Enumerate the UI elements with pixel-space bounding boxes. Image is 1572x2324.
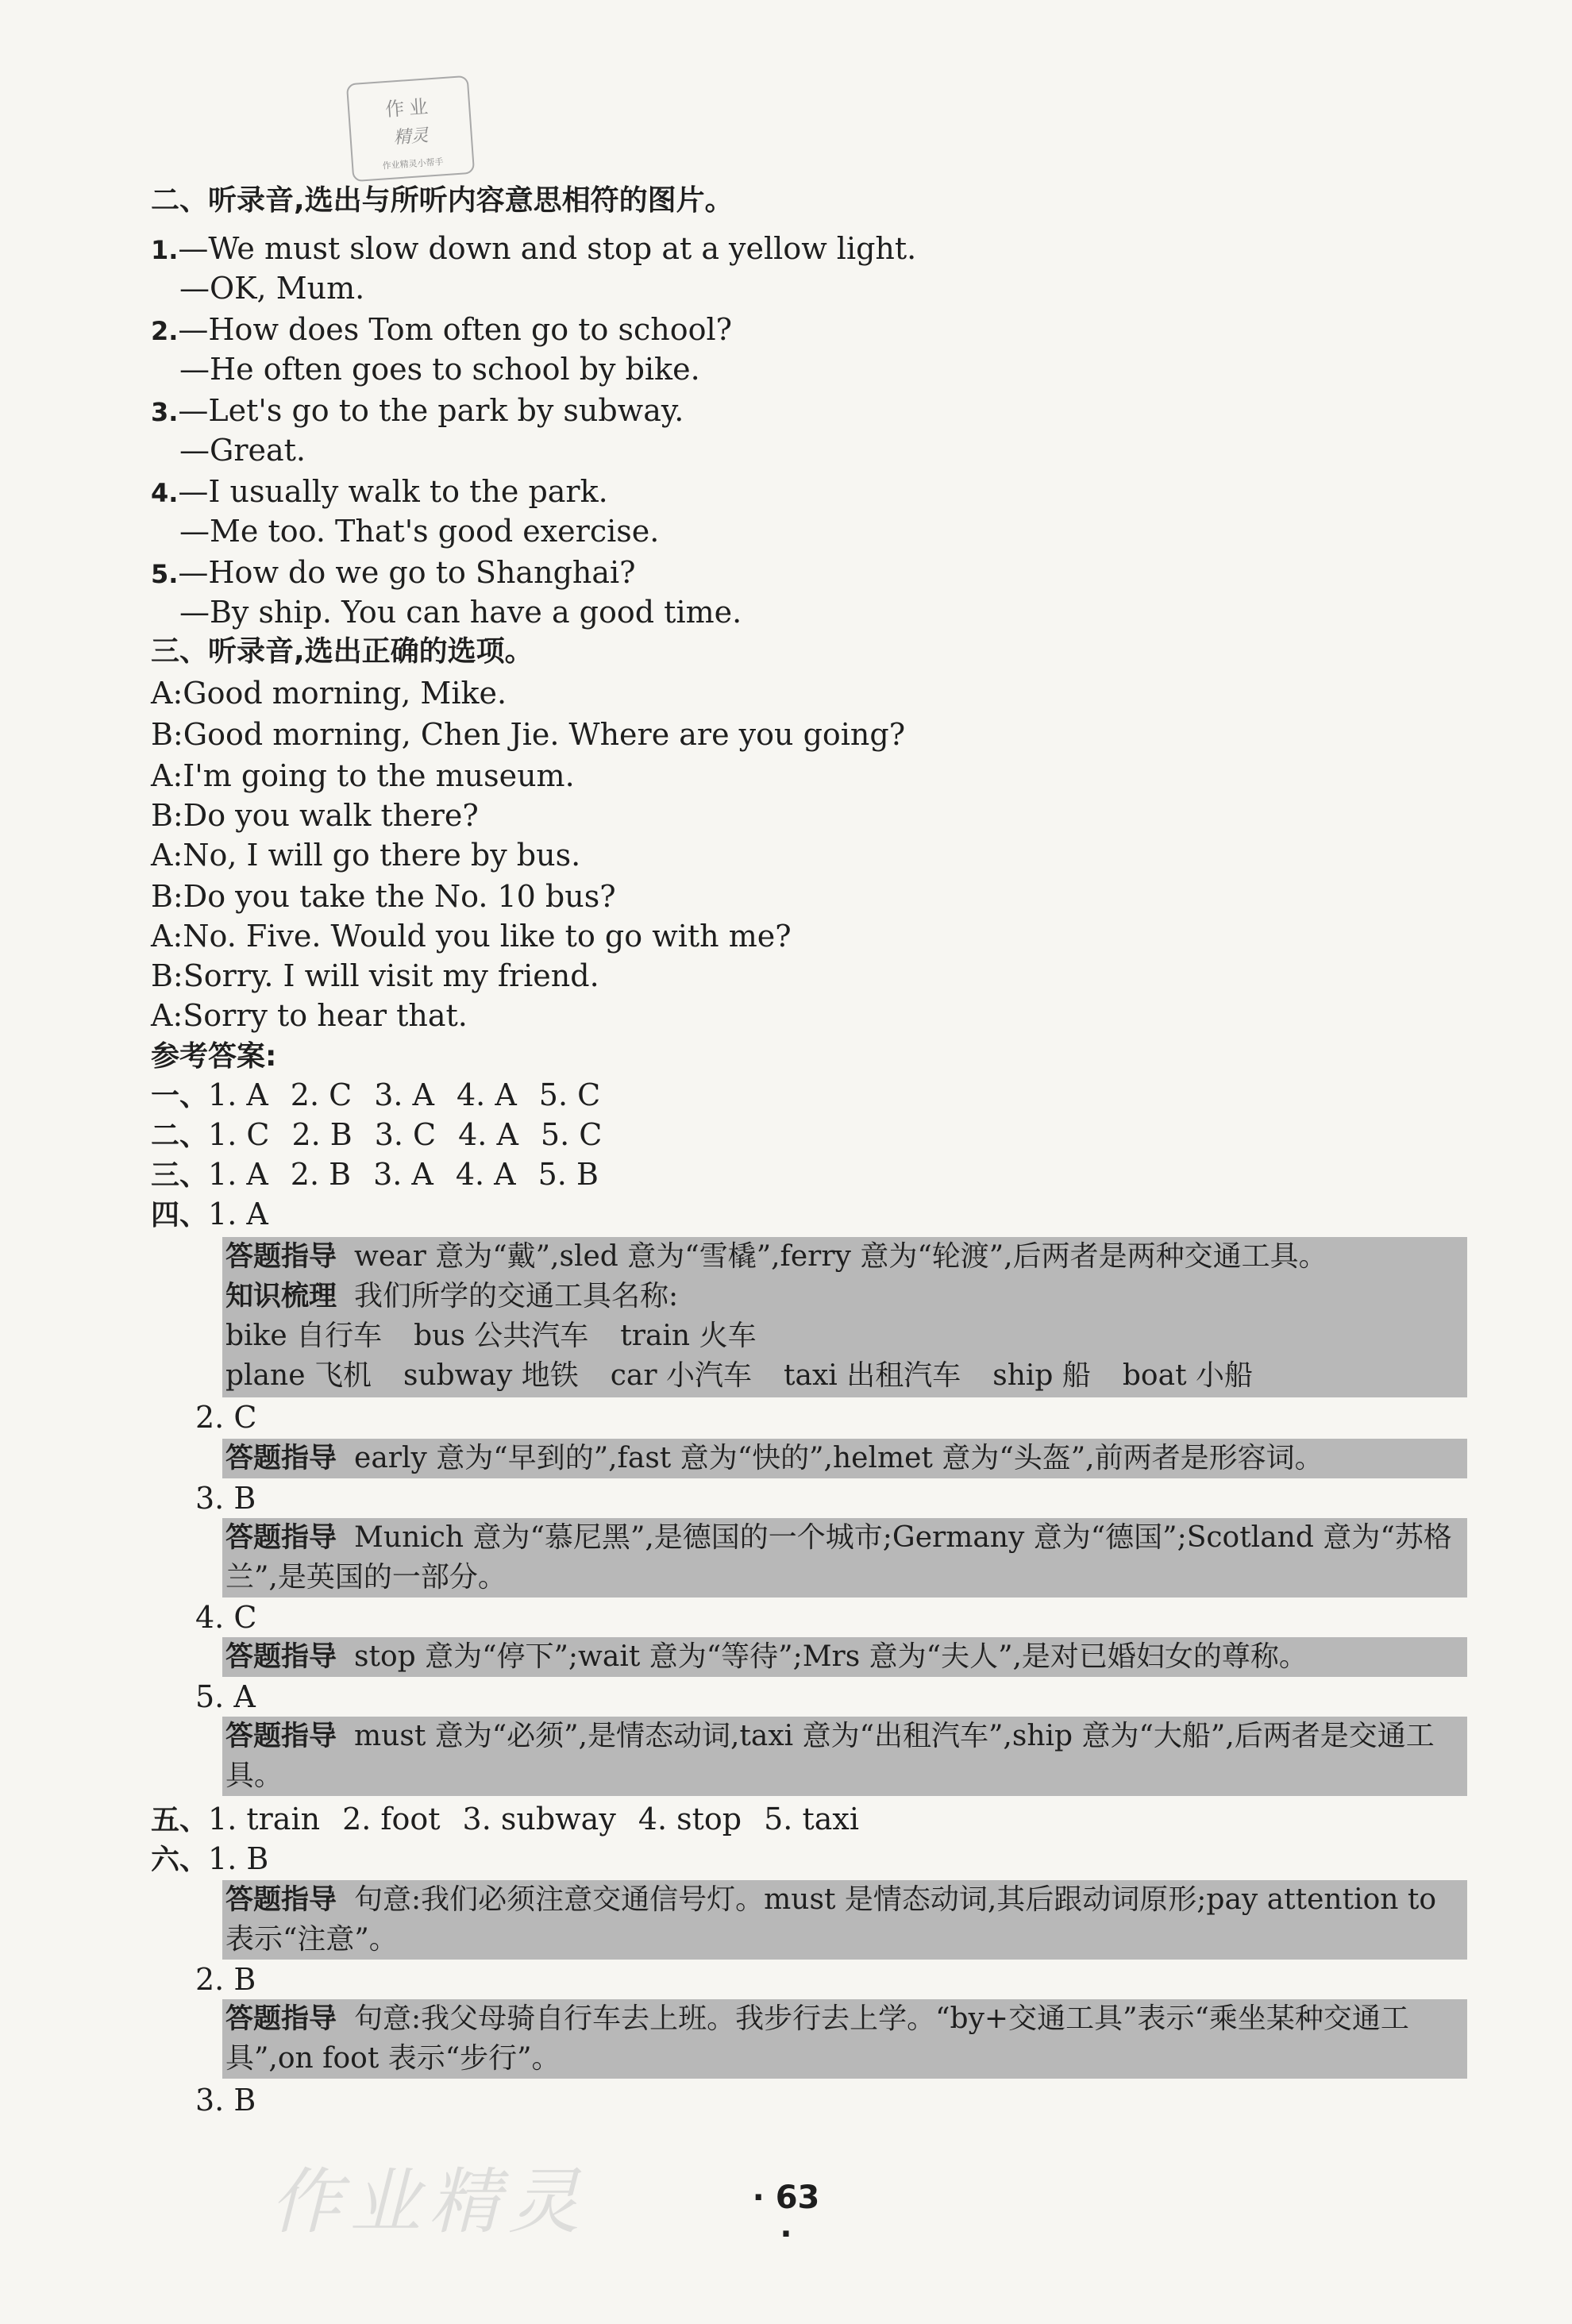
section2-item-2a: 2.—How does Tom often go to school?: [151, 312, 733, 347]
answer-row-1: 一、1. A 2. C 3. A 4. A 5. C: [151, 1077, 601, 1112]
answer-part6-q3: 3. B: [195, 2083, 256, 2118]
section2-item-4a: 4.—I usually walk to the park.: [151, 474, 608, 509]
guide-box-part4-4: 答题指导 stop 意为“停下”;wait 意为“等待”;Mrs 意为“夫人”,是对已婚妇女的尊称。: [222, 1637, 1467, 1677]
dialogue-line: A:I'm going to the museum.: [151, 758, 575, 793]
section2-item-3b: —Great.: [179, 433, 306, 468]
dialogue-line: B:Good morning, Chen Jie. Where are you going?: [151, 717, 906, 752]
dialogue-line: A:No. Five. Would you like to go with me?: [151, 919, 792, 954]
section2-item-1b: —OK, Mum.: [179, 271, 365, 306]
answer-part4-q3: 3. B: [195, 1481, 256, 1516]
dialogue-line: A:No, I will go there by bus.: [151, 838, 581, 873]
answer-part6-q1: 六、1. B: [151, 1841, 269, 1876]
watermark: 作业精灵: [270, 2160, 588, 2244]
guide-box-part4-5: 答题指导 must 意为“必须”,是情态动词,taxi 意为“出租汽车”,ship 意为“大船”,后两者是交通工具。: [222, 1717, 1467, 1796]
guide-box-part4-2: 答题指导 early 意为“早到的”,fast 意为“快的”,helmet 意为“头盔”,前两者是形容词。: [222, 1439, 1467, 1478]
section2-heading: 二、听录音,选出与所听内容意思相符的图片。: [151, 184, 734, 217]
dialogue-line: A:Good morning, Mike.: [151, 676, 507, 711]
answer-part4-q1: 四、1. A: [151, 1197, 268, 1231]
answers-heading: 参考答案:: [151, 1040, 277, 1073]
answer-part5: 五、1. train 2. foot 3. subway 4. stop 5. taxi: [151, 1802, 859, 1836]
section2-item-1a: 1.—We must slow down and stop at a yellow light.: [151, 231, 917, 266]
section2-item-2b: —He often goes to school by bike.: [179, 352, 700, 387]
section2-item-5b: —By ship. You can have a good time.: [179, 595, 742, 630]
section2-item-3a: 3.—Let's go to the park by subway.: [151, 393, 684, 428]
answer-row-2: 二、1. C 2. B 3. C 4. A 5. C: [151, 1117, 603, 1152]
guide-box-part4-3: 答题指导 Munich 意为“慕尼黑”,是德国的一个城市;Germany 意为“德国”;Scotland 意为“苏格兰”,是英国的一部分。: [222, 1518, 1467, 1598]
answer-part4-q2: 2. C: [195, 1400, 257, 1435]
dialogue-line: B:Do you take the No. 10 bus?: [151, 879, 616, 914]
answer-part6-q2: 2. B: [195, 1962, 256, 1997]
stamp-logo: 作业 精灵 作业精灵小帮手: [346, 75, 475, 182]
section3-heading: 三、听录音,选出正确的选项。: [151, 635, 534, 668]
dialogue-line: B:Do you walk there?: [151, 798, 479, 833]
guide-box-part6-2: 答题指导 句意:我父母骑自行车去上班。我步行去上学。“by+交通工具”表示“乘坐某种交通工具”,on foot 表示“步行”。: [222, 1999, 1467, 2079]
section2-item-5a: 5.—How do we go to Shanghai?: [151, 555, 636, 590]
page-number: · 63 ·: [752, 2179, 820, 2253]
guide-box-part4-1: 答题指导 wear 意为“戴”,sled 意为“雪橇”,ferry 意为“轮渡”,后两者是两种交通工具。 知识梳理 我们所学的交通工具名称: bike 自行车 bus 公共汽车 train 火车 plane 飞机 subway 地铁 car 小汽车 taxi 出租汽车 ship 船 boat 小船: [222, 1237, 1467, 1397]
dialogue-line: A:Sorry to hear that.: [151, 998, 468, 1033]
guide-box-part6-1: 答题指导 句意:我们必须注意交通信号灯。must 是情态动词,其后跟动词原形;pay attention to 表示“注意”。: [222, 1880, 1467, 1960]
dialogue-line: B:Sorry. I will visit my friend.: [151, 958, 599, 993]
section2-item-4b: —Me too. That's good exercise.: [179, 514, 660, 549]
answer-row-3: 三、1. A 2. B 3. A 4. A 5. B: [151, 1157, 599, 1192]
answer-part4-q4: 4. C: [195, 1600, 257, 1635]
answer-part4-q5: 5. A: [195, 1679, 256, 1714]
